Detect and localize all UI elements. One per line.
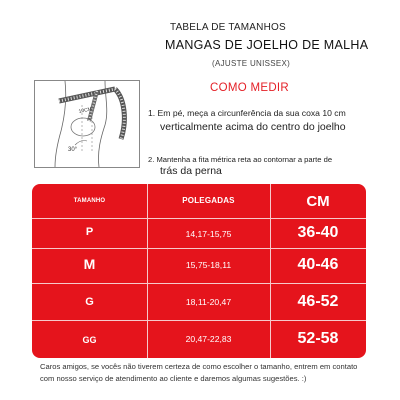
- row-cm: 46-52: [297, 293, 339, 310]
- row-size: GG: [82, 335, 97, 345]
- row-size: G: [85, 296, 94, 308]
- row-cm: 40-46: [297, 256, 339, 273]
- column-divider: [147, 184, 148, 358]
- step-2-line-1: 2. Mantenha a fita métrica reta ao contornar a parte de: [148, 155, 333, 164]
- row-size: P: [85, 226, 94, 238]
- step-1-line-1: 1. Em pé, meça a circunferência da sua coxa 10 cm: [148, 108, 346, 118]
- step-1-line-2: verticalmente acima do centro do joelho: [160, 121, 346, 133]
- header-size: TAMANHO: [73, 198, 106, 204]
- leg-sketch-icon: [35, 81, 139, 167]
- fit-note: (AJUSTE UNISSEX): [212, 59, 291, 68]
- tape-label-top: 10CM: [78, 106, 93, 115]
- customer-service-note: Caros amigos, se vocês não tiverem certeza de como escolher o tamanho, entrem em contato com nosso serviço de atendimento ao cliente e daremos algumas sugestões. :): [40, 362, 358, 383]
- row-size: M: [83, 256, 96, 272]
- product-title: MANGAS DE JOELHO DE MALHA: [165, 38, 369, 52]
- row-divider: [32, 283, 366, 284]
- row-inches: 15,75-18,11: [185, 260, 232, 270]
- row-cm: 52-58: [297, 330, 339, 347]
- step-2-line-2: trás da perna: [160, 165, 222, 177]
- row-inches: 14,17-15,75: [185, 229, 232, 239]
- size-table: [32, 184, 366, 358]
- chart-heading: TABELA DE TAMANHOS: [170, 22, 286, 33]
- row-divider: [32, 320, 366, 321]
- row-divider: [32, 248, 366, 249]
- angle-label: 30°: [68, 147, 78, 153]
- row-divider: [32, 218, 366, 219]
- row-inches: 20,47-22,83: [185, 334, 232, 344]
- header-inches: POLEGADAS: [182, 196, 235, 205]
- row-cm: 36-40: [297, 224, 339, 241]
- header-cm: CM: [306, 193, 330, 210]
- how-to-measure-title: COMO MEDIR: [210, 82, 290, 94]
- row-inches: 18,11-20,47: [185, 297, 232, 307]
- knee-measure-illustration: [34, 80, 140, 168]
